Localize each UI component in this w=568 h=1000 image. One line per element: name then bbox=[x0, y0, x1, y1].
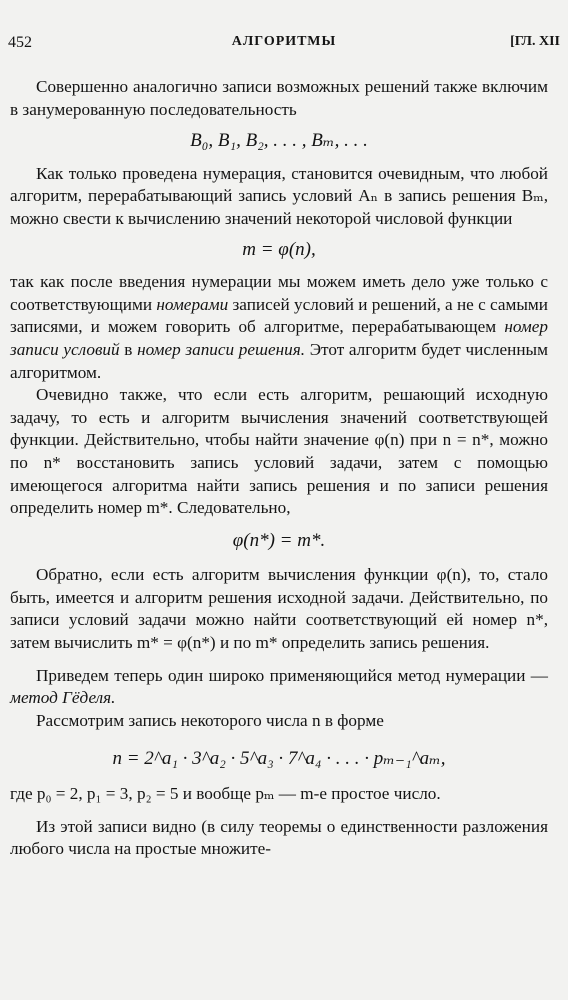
paragraph-4: Очевидно также, что если есть алгоритм, решающий исходную задачу, то есть и алгоритм вычисления значений соответствующей функции. Действительно, чтобы найти значение φ(n) при n = n*, можно по n* восстановить запись условий задачи, затем с помощью имеющегося алгоритма найти запись решения и по записи решения определить номер m*. Следовательно, bbox=[10, 385, 548, 518]
chapter-label: [ГЛ. XII bbox=[510, 34, 560, 49]
paragraph-3-emphasis-1: номерами bbox=[156, 294, 229, 314]
paragraph-7: Рассмотрим запись некоторого числа n в форме bbox=[36, 710, 384, 730]
paragraph-6-emphasis: метод Гёделя. bbox=[10, 688, 116, 708]
paragraph-3-text-c: в bbox=[119, 339, 138, 359]
paragraph-6 bbox=[10, 665, 548, 710]
formula-goedel: n = 2^a₁ · 3^a₂ · 5^a₃ · 7^a₄ · . . . · pₘ₋₁^aₘ, bbox=[112, 748, 446, 770]
paragraph-6-text: Приведем теперь один широко применяющийся метод нумерации — bbox=[36, 665, 548, 685]
page-body bbox=[10, 76, 548, 861]
formula-function: m = φ(n), bbox=[242, 238, 316, 260]
running-title: АЛГОРИТМЫ bbox=[231, 34, 337, 49]
formula-value: φ(n*) = m*. bbox=[232, 529, 326, 551]
paragraph-1: Совершенно аналогично записи возможных решений также включим в занумерованную последовательность bbox=[10, 77, 548, 119]
paragraph-2: Как только проведена нумерация, становится очевидным, что любой алгоритм, перерабатывающий запись условий Aₙ в запись решения Bₘ, можно свести к вычислению значений некоторой числовой функции bbox=[10, 163, 548, 228]
paragraph-3-text-b: записей условий и решений, а не с самыми записями, и можем говорить об алгоритме, перерабатывающем bbox=[10, 294, 548, 337]
paragraph-3 bbox=[10, 271, 548, 384]
paragraph-3-emphasis-2: номер записи условий bbox=[10, 317, 548, 359]
paragraph-9: Из этой записи видно (в силу теоремы о единственности разложения любого числа на простые множите- bbox=[10, 816, 548, 859]
paragraph-3-text-a: так как после введения нумерации мы можем иметь дело уже только с соответствующими bbox=[10, 272, 548, 314]
page-number: 452 bbox=[8, 34, 32, 51]
paragraph-3-emphasis-3: номер записи решения. bbox=[137, 339, 306, 359]
paragraph-5: Обратно, если есть алгоритм вычисления функции φ(n), то, стало быть, имеется и алгоритм решения исходной задачи. Действительно, по записи условий задачи можно найти соответствующий ей номер n*, затем вычислить m* = φ(n*) и по m* определить запись решения. bbox=[10, 565, 548, 653]
formula-sequence: B₀, B₁, B₂, . . . , Bₘ, . . . bbox=[190, 130, 368, 152]
paragraph-3-text-d: Этот алгоритм будет численным алгоритмом. bbox=[10, 339, 548, 382]
paragraph-8: где p₀ = 2, p₁ = 3, p₂ = 5 и вообще pₘ — m-е простое число. bbox=[10, 784, 441, 804]
running-header bbox=[8, 34, 560, 56]
